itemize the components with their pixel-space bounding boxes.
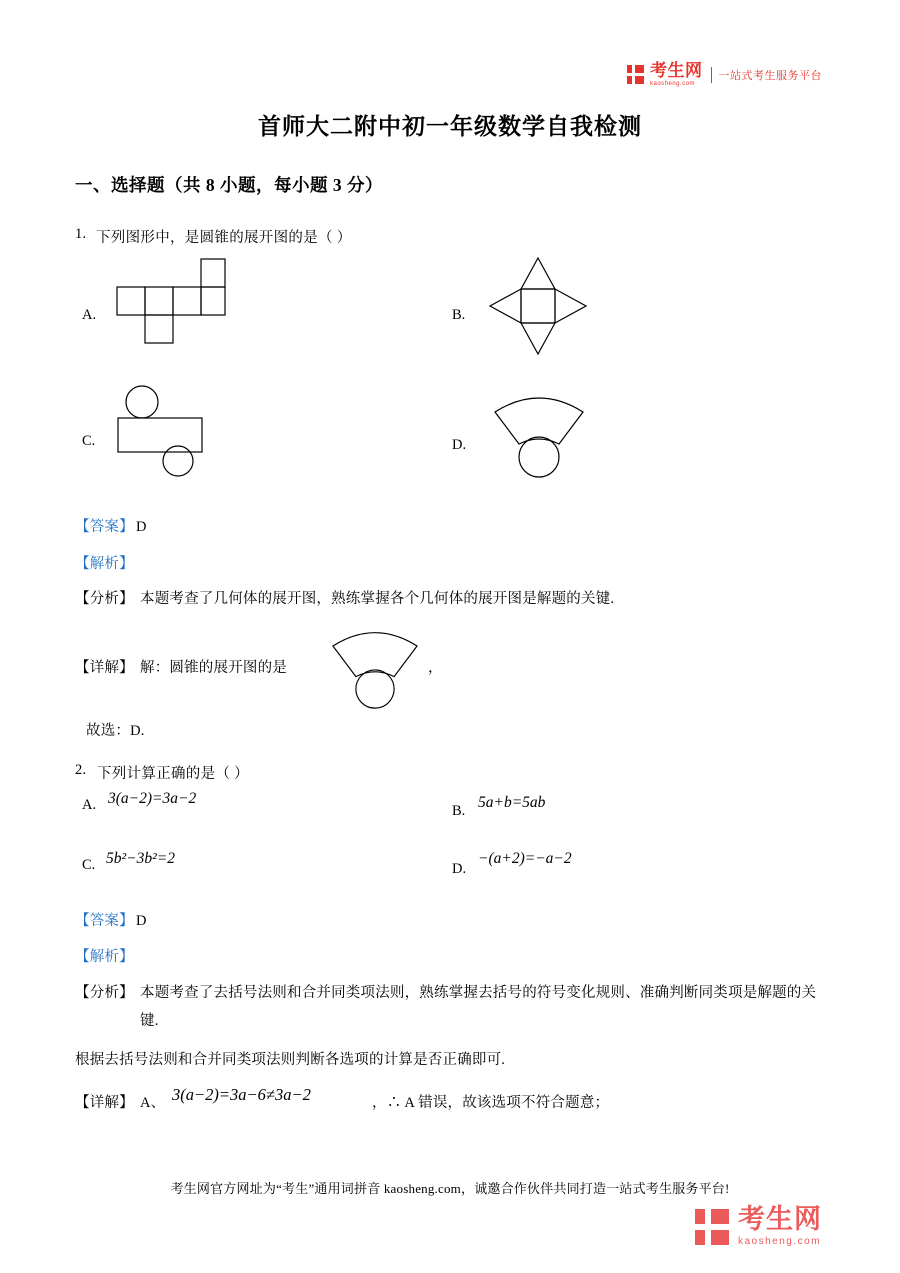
cube-net-figure-icon <box>116 258 226 358</box>
footer-note: 考生网官方网址为“考生”通用词拼音 kaosheng.com，诚邀合作伙伴共同打造一站式考生服务平台! <box>170 1181 730 1196</box>
question-2-answer-value: D <box>136 913 147 929</box>
footer-brand-domain: kaosheng.com <box>738 1236 822 1247</box>
question-2-xiangjie-label: 【详解】 <box>75 1095 134 1111</box>
question-2-xiangjie-tail: ，∴ A 错误，故该选项不符合题意； <box>372 1095 610 1111</box>
cone-net-figure-icon <box>489 390 589 480</box>
question-1-option-d-label: D. <box>452 437 467 453</box>
question-2-fenxi-text-2: 根据去括号法则和合并同类项法则判断各选项的计算是否正确即可. <box>75 1052 506 1068</box>
cylinder-net-figure-icon <box>116 385 222 477</box>
question-1-option-b-label: B. <box>452 307 466 323</box>
question-2-xiangjie-expr: 3(a−2)=3a−6≠3a−2 <box>172 1085 311 1104</box>
question-1-answer-label: 【答案】 <box>75 519 134 535</box>
header-logo <box>627 62 822 87</box>
section-heading: 一、选择题（共 8 小题，每小题 3 分） <box>75 175 383 195</box>
pyramid-net-star-figure-icon <box>488 256 588 356</box>
question-1-stem: 下列图形中，是圆锥的展开图的是（ ） <box>96 230 352 246</box>
question-2-option-a-expr: 3(a−2)=3a−2 <box>108 790 197 807</box>
question-1-option-a-label: A. <box>82 307 97 323</box>
question-2-xiangjie-prefix: A、 <box>140 1095 166 1111</box>
question-2-fenxi-text: 本题考查了去括号法则和合并同类项法则，熟练掌握去括号的符号变化规则、准确判断同类项是解题的关键. <box>140 985 817 1029</box>
page-title: 首师大二附中初一年级数学自我检测 <box>258 114 642 139</box>
question-1-fenxi-label: 【分析】 <box>75 591 134 607</box>
footer-brand-text <box>738 1206 822 1247</box>
brand-domain: kaosheng.com <box>650 81 696 87</box>
question-2-stem: 下列计算正确的是（ ） <box>97 766 249 782</box>
brand-name: 考生网 <box>650 61 703 80</box>
question-2-answer-label: 【答案】 <box>75 913 134 929</box>
cone-net-inline-figure-icon <box>327 625 423 711</box>
question-2-option-c-expr: 5b²−3b²=2 <box>106 850 175 867</box>
question-2-fenxi-label: 【分析】 <box>75 985 134 1001</box>
question-2-analysis-label: 【解析】 <box>75 949 134 965</box>
brand-text <box>650 62 703 87</box>
question-2-option-b-expr: 5a+b=5ab <box>478 794 546 811</box>
brand-tagline: 一站式考生服务平台 <box>711 67 823 83</box>
footer-brand-mark-icon <box>695 1209 729 1245</box>
question-2-number: 2. <box>75 762 87 778</box>
question-2-option-b-label: B. <box>452 803 466 819</box>
question-2-option-c-label: C. <box>82 857 96 873</box>
question-2-option-d-expr: −(a+2)=−a−2 <box>478 850 572 867</box>
question-2-option-d-label: D. <box>452 861 467 877</box>
question-1-xiangjie-text: 解：圆锥的展开图的是 <box>140 660 287 676</box>
question-1-xiangjie-label: 【详解】 <box>75 660 134 676</box>
question-1-xiangjie-tail: ， <box>428 660 443 676</box>
question-1-option-c-label: C. <box>82 433 96 449</box>
question-1-answer-value: D <box>136 519 147 535</box>
brand-mark-icon <box>627 65 644 84</box>
question-1-fenxi-text: 本题考查了几何体的展开图，熟练掌握各个几何体的展开图是解题的关键. <box>140 591 615 607</box>
question-1-number: 1. <box>75 226 87 242</box>
question-2-option-a-label: A. <box>82 797 97 813</box>
footer-brand-name: 考生网 <box>738 1204 822 1234</box>
question-1-conclusion: 故选：D. <box>86 723 145 739</box>
question-1-analysis-label: 【解析】 <box>75 556 134 572</box>
footer-logo <box>695 1206 822 1247</box>
